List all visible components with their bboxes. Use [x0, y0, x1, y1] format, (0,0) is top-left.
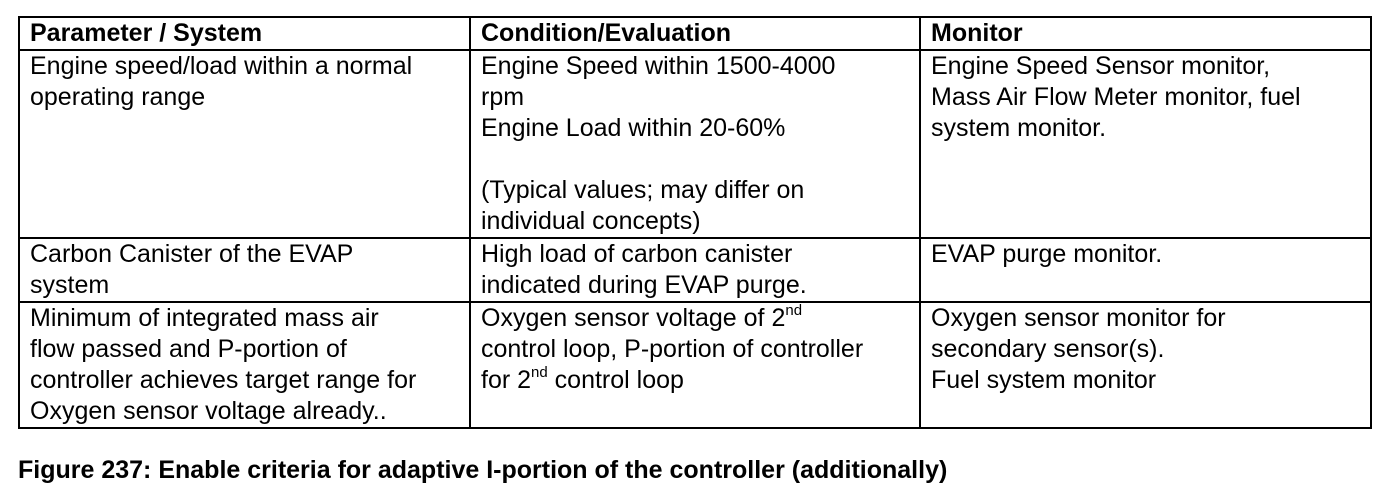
- cell-text: for 2: [481, 366, 532, 394]
- table-row: [19, 50, 1371, 238]
- ordinal-superscript: nd: [531, 363, 548, 381]
- condition-cell: [470, 302, 920, 428]
- table-row: [19, 302, 1371, 428]
- cell-line: Minimum of integrated mass air: [30, 304, 379, 332]
- header-condition: Condition/Evaluation: [470, 17, 920, 50]
- cell-line: secondary sensor(s).: [931, 335, 1165, 363]
- cell-line: rpm: [481, 83, 525, 111]
- monitor-cell: [920, 302, 1371, 428]
- parameter-cell: [19, 238, 470, 302]
- cell-note-line: (Typical values; may differ on: [481, 176, 805, 204]
- cell-line: Fuel system monitor: [931, 366, 1157, 394]
- cell-text: Oxygen sensor voltage of 2: [481, 304, 786, 332]
- cell-line: system monitor.: [931, 114, 1107, 142]
- table-header-row: [19, 17, 1371, 50]
- cell-line: operating range: [30, 83, 206, 111]
- cell-note-line: individual concepts): [481, 207, 701, 235]
- cell-line: Carbon Canister of the EVAP: [30, 240, 354, 268]
- ordinal-superscript: nd: [785, 301, 803, 319]
- cell-line: Mass Air Flow Meter monitor, fuel: [931, 83, 1301, 111]
- monitor-cell: [920, 238, 1371, 302]
- cell-line: Engine Speed within 1500-4000: [481, 52, 836, 80]
- cell-line: [481, 365, 909, 396]
- enable-criteria-table: [18, 16, 1372, 429]
- cell-line: Oxygen sensor voltage already..: [30, 397, 387, 425]
- condition-cell: [470, 50, 920, 238]
- cell-line: Engine speed/load within a normal: [30, 52, 413, 80]
- parameter-cell: [19, 50, 470, 238]
- cell-text: control loop: [547, 366, 684, 394]
- cell-line: flow passed and P-portion of: [30, 335, 347, 363]
- figure-caption: Figure 237: Enable criteria for adaptive I-portion of the controller (additionally): [18, 456, 948, 484]
- header-monitor: Monitor: [920, 17, 1371, 50]
- table-row: [19, 238, 1371, 302]
- cell-line: indicated during EVAP purge.: [481, 271, 807, 299]
- cell-line: system: [30, 271, 110, 299]
- cell-line: EVAP purge monitor.: [931, 240, 1163, 268]
- header-parameter: Parameter / System: [19, 17, 470, 50]
- cell-line: [481, 303, 909, 334]
- cell-line: Oxygen sensor monitor for: [931, 304, 1226, 332]
- cell-line: Engine Speed Sensor monitor,: [931, 52, 1271, 80]
- condition-cell: [470, 238, 920, 302]
- cell-line: High load of carbon canister: [481, 240, 793, 268]
- parameter-cell: [19, 302, 470, 428]
- cell-line: control loop, P-portion of controller: [481, 335, 864, 363]
- cell-line: controller achieves target range for: [30, 366, 417, 394]
- cell-line: Engine Load within 20-60%: [481, 114, 786, 142]
- blank-line: [481, 144, 909, 175]
- monitor-cell: [920, 50, 1371, 238]
